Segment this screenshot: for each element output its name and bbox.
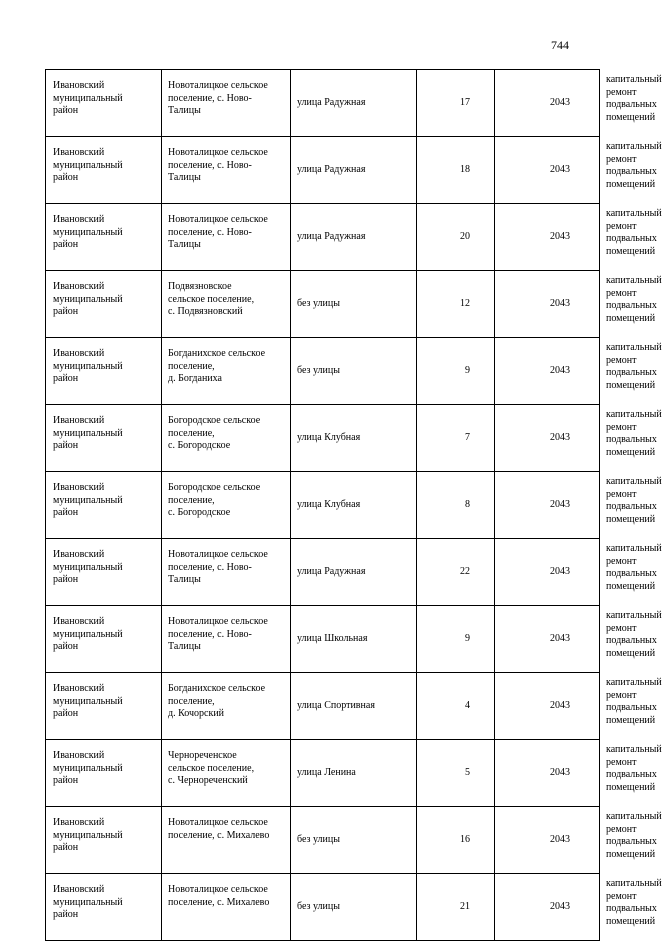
year-cell bbox=[495, 606, 600, 673]
street-cell-text: без улицы bbox=[297, 900, 340, 912]
year-cell-text: 2043 bbox=[550, 900, 570, 912]
settlement-cell-text: Новоталицкое сельское поселение, с. Михалево bbox=[168, 817, 270, 841]
year-cell-text: 2043 bbox=[550, 699, 570, 711]
year-cell bbox=[495, 70, 600, 137]
settlement-cell bbox=[162, 807, 291, 874]
house-number-cell-text: 5 bbox=[465, 766, 470, 778]
year-cell-text: 2043 bbox=[550, 364, 570, 376]
district-cell bbox=[46, 807, 162, 874]
house-number-cell-text: 8 bbox=[465, 498, 470, 510]
year-cell bbox=[495, 740, 600, 807]
street-cell-text: без улицы bbox=[297, 297, 340, 309]
table-body bbox=[46, 70, 662, 941]
year-cell bbox=[495, 874, 600, 941]
table-row: Ивановский муниципальный район Новоталицкое сельское поселение, с. Михалево без улицы 21 2043 капитальный ремонт подвальных помещений bbox=[46, 874, 600, 941]
settlement-cell bbox=[162, 271, 291, 338]
street-cell bbox=[291, 539, 417, 606]
district-cell bbox=[46, 472, 162, 539]
house-number-cell bbox=[417, 338, 495, 405]
year-cell-text: 2043 bbox=[550, 498, 570, 510]
settlement-cell-text: Новоталицкое сельское поселение, с. Ново- Талицы bbox=[168, 147, 268, 183]
district-cell-text: Ивановский муниципальный район bbox=[53, 549, 123, 585]
street-cell bbox=[291, 874, 417, 941]
house-number-cell-text: 4 bbox=[465, 699, 470, 711]
street-cell bbox=[291, 740, 417, 807]
settlement-cell bbox=[162, 338, 291, 405]
street-cell bbox=[291, 606, 417, 673]
street-cell-text: улица Ленина bbox=[297, 766, 356, 778]
year-cell-text: 2043 bbox=[550, 766, 570, 778]
house-number-cell bbox=[417, 606, 495, 673]
table-row: Ивановский муниципальный район Новоталицкое сельское поселение, с. Ново- Талицы улица Радужная 17 2043 капитальный ремонт подвальных помещений bbox=[46, 70, 600, 137]
district-cell-text: Ивановский муниципальный район bbox=[53, 214, 123, 250]
district-cell-text: Ивановский муниципальный район bbox=[53, 348, 123, 384]
district-cell-text: Ивановский муниципальный район bbox=[53, 482, 123, 518]
street-cell-text: улица Спортивная bbox=[297, 699, 375, 711]
settlement-cell-text: Подвязновское сельское поселение, с. Подвязновский bbox=[168, 281, 255, 317]
page-number: 744 bbox=[551, 38, 569, 52]
street-cell-text: улица Радужная bbox=[297, 230, 366, 242]
table-row: Ивановский муниципальный район Богородское сельское поселение, с. Богородское улица Клубная 7 2043 капитальный ремонт подвальных помещений bbox=[46, 405, 600, 472]
year-cell bbox=[495, 405, 600, 472]
district-cell bbox=[46, 874, 162, 941]
table-row: Ивановский муниципальный район Богданихское сельское поселение, д. Кочорский улица Спортивная 4 2043 капитальный ремонт подвальных помещений bbox=[46, 673, 600, 740]
table-row: Ивановский муниципальный район Богданихское сельское поселение, д. Богданиха без улицы 9 2043 капитальный ремонт подвальных помещений bbox=[46, 338, 600, 405]
table-row: Ивановский муниципальный район Новоталицкое сельское поселение, с. Ново- Талицы улица Радужная 20 2043 капитальный ремонт подвальных помещений bbox=[46, 204, 600, 271]
settlement-cell bbox=[162, 137, 291, 204]
table-row: Ивановский муниципальный район Чернореченское сельское поселение, с. Чернореченский улица Ленина 5 2043 капитальный ремонт подвальных помещений bbox=[46, 740, 600, 807]
district-cell bbox=[46, 70, 162, 137]
district-cell bbox=[46, 740, 162, 807]
district-cell-text: Ивановский муниципальный район bbox=[53, 616, 123, 652]
year-cell-text: 2043 bbox=[550, 163, 570, 175]
district-cell bbox=[46, 673, 162, 740]
district-cell bbox=[46, 539, 162, 606]
house-number-cell bbox=[417, 204, 495, 271]
district-cell-text: Ивановский муниципальный район bbox=[53, 415, 123, 451]
street-cell-text: без улицы bbox=[297, 364, 340, 376]
street-cell-text: улица Радужная bbox=[297, 565, 366, 577]
table-row: Ивановский муниципальный район Богородское сельское поселение, с. Богородское улица Клубная 8 2043 капитальный ремонт подвальных помещений bbox=[46, 472, 600, 539]
year-cell-text: 2043 bbox=[550, 297, 570, 309]
district-cell bbox=[46, 338, 162, 405]
settlement-cell bbox=[162, 874, 291, 941]
year-cell-text: 2043 bbox=[550, 431, 570, 443]
house-number-cell-text: 22 bbox=[460, 565, 470, 577]
street-cell bbox=[291, 807, 417, 874]
year-cell bbox=[495, 338, 600, 405]
settlement-cell bbox=[162, 606, 291, 673]
table-row: Ивановский муниципальный район Новоталицкое сельское поселение, с. Ново- Талицы улица Радужная 18 2043 капитальный ремонт подвальных помещений bbox=[46, 137, 600, 204]
year-cell-text: 2043 bbox=[550, 230, 570, 242]
settlement-cell bbox=[162, 673, 291, 740]
year-cell bbox=[495, 271, 600, 338]
district-cell-text: Ивановский муниципальный район bbox=[53, 147, 123, 183]
table-row: Ивановский муниципальный район Новоталицкое сельское поселение, с. Ново- Талицы улица Радужная 22 2043 капитальный ремонт подвальных помещений bbox=[46, 539, 600, 606]
house-number-cell-text: 21 bbox=[460, 900, 470, 912]
year-cell bbox=[495, 807, 600, 874]
house-number-cell bbox=[417, 673, 495, 740]
settlement-cell-text: Богданихское сельское поселение, д. Богданиха bbox=[168, 348, 266, 384]
street-cell bbox=[291, 271, 417, 338]
district-cell-text: Ивановский муниципальный район bbox=[53, 817, 123, 853]
year-cell-text: 2043 bbox=[550, 632, 570, 644]
house-number-cell bbox=[417, 137, 495, 204]
district-cell-text: Ивановский муниципальный район bbox=[53, 884, 123, 920]
district-cell bbox=[46, 271, 162, 338]
house-number-cell-text: 9 bbox=[465, 364, 470, 376]
district-cell bbox=[46, 405, 162, 472]
house-number-cell-text: 18 bbox=[460, 163, 470, 175]
table-row: Ивановский муниципальный район Новоталицкое сельское поселение, с. Михалево без улицы 16 2043 капитальный ремонт подвальных помещений bbox=[46, 807, 600, 874]
settlement-cell-text: Новоталицкое сельское поселение, с. Ново- Талицы bbox=[168, 80, 268, 116]
house-number-cell-text: 9 bbox=[465, 632, 470, 644]
settlement-cell bbox=[162, 740, 291, 807]
settlement-cell-text: Новоталицкое сельское поселение, с. Ново- Талицы bbox=[168, 616, 268, 652]
house-number-cell bbox=[417, 740, 495, 807]
year-cell bbox=[495, 472, 600, 539]
street-cell-text: улица Радужная bbox=[297, 96, 366, 108]
settlement-cell-text: Богородское сельское поселение, с. Богородское bbox=[168, 482, 261, 518]
street-cell bbox=[291, 137, 417, 204]
year-cell bbox=[495, 539, 600, 606]
house-number-cell bbox=[417, 405, 495, 472]
house-number-cell-text: 16 bbox=[460, 833, 470, 845]
settlement-cell-text: Новоталицкое сельское поселение, с. Ново- Талицы bbox=[168, 214, 268, 250]
year-cell bbox=[495, 673, 600, 740]
settlement-cell-text: Богданихское сельское поселение, д. Кочорский bbox=[168, 683, 266, 719]
table-row: Ивановский муниципальный район Новоталицкое сельское поселение, с. Ново- Талицы улица Школьная 9 2043 капитальный ремонт подвальных помещений bbox=[46, 606, 600, 673]
settlement-cell-text: Чернореченское сельское поселение, с. Чернореченский bbox=[168, 750, 255, 786]
district-cell bbox=[46, 137, 162, 204]
settlement-cell bbox=[162, 539, 291, 606]
settlement-cell bbox=[162, 472, 291, 539]
street-cell bbox=[291, 405, 417, 472]
district-cell bbox=[46, 204, 162, 271]
year-cell-text: 2043 bbox=[550, 96, 570, 108]
district-cell-text: Ивановский муниципальный район bbox=[53, 683, 123, 719]
street-cell bbox=[291, 472, 417, 539]
house-number-cell bbox=[417, 807, 495, 874]
street-cell bbox=[291, 204, 417, 271]
table-row: Ивановский муниципальный район Подвязновское сельское поселение, с. Подвязновский без улицы 12 2043 капитальный ремонт подвальных помещений bbox=[46, 271, 600, 338]
house-number-cell bbox=[417, 874, 495, 941]
district-cell bbox=[46, 606, 162, 673]
street-cell bbox=[291, 673, 417, 740]
house-number-cell-text: 17 bbox=[460, 96, 470, 108]
year-cell bbox=[495, 137, 600, 204]
street-cell-text: улица Клубная bbox=[297, 498, 361, 510]
house-number-cell bbox=[417, 271, 495, 338]
year-cell-text: 2043 bbox=[550, 833, 570, 845]
street-cell-text: улица Клубная bbox=[297, 431, 361, 443]
house-number-cell bbox=[417, 472, 495, 539]
settlement-cell bbox=[162, 70, 291, 137]
year-cell bbox=[495, 204, 600, 271]
settlement-cell bbox=[162, 204, 291, 271]
settlement-cell-text: Новоталицкое сельское поселение, с. Михалево bbox=[168, 884, 270, 908]
street-cell bbox=[291, 70, 417, 137]
district-cell-text: Ивановский муниципальный район bbox=[53, 281, 123, 317]
settlement-cell-text: Богородское сельское поселение, с. Богородское bbox=[168, 415, 261, 451]
house-number-cell-text: 12 bbox=[460, 297, 470, 309]
street-cell-text: улица Радужная bbox=[297, 163, 366, 175]
house-number-cell-text: 20 bbox=[460, 230, 470, 242]
settlement-cell-text: Новоталицкое сельское поселение, с. Ново- Талицы bbox=[168, 549, 268, 585]
house-number-cell bbox=[417, 70, 495, 137]
year-cell-text: 2043 bbox=[550, 565, 570, 577]
district-cell-text: Ивановский муниципальный район bbox=[53, 750, 123, 786]
street-cell-text: улица Школьная bbox=[297, 632, 368, 644]
street-cell bbox=[291, 338, 417, 405]
street-cell-text: без улицы bbox=[297, 833, 340, 845]
settlement-cell bbox=[162, 405, 291, 472]
house-number-cell bbox=[417, 539, 495, 606]
district-cell-text: Ивановский муниципальный район bbox=[53, 80, 123, 116]
house-number-cell-text: 7 bbox=[465, 431, 470, 443]
repair-table bbox=[45, 69, 662, 941]
